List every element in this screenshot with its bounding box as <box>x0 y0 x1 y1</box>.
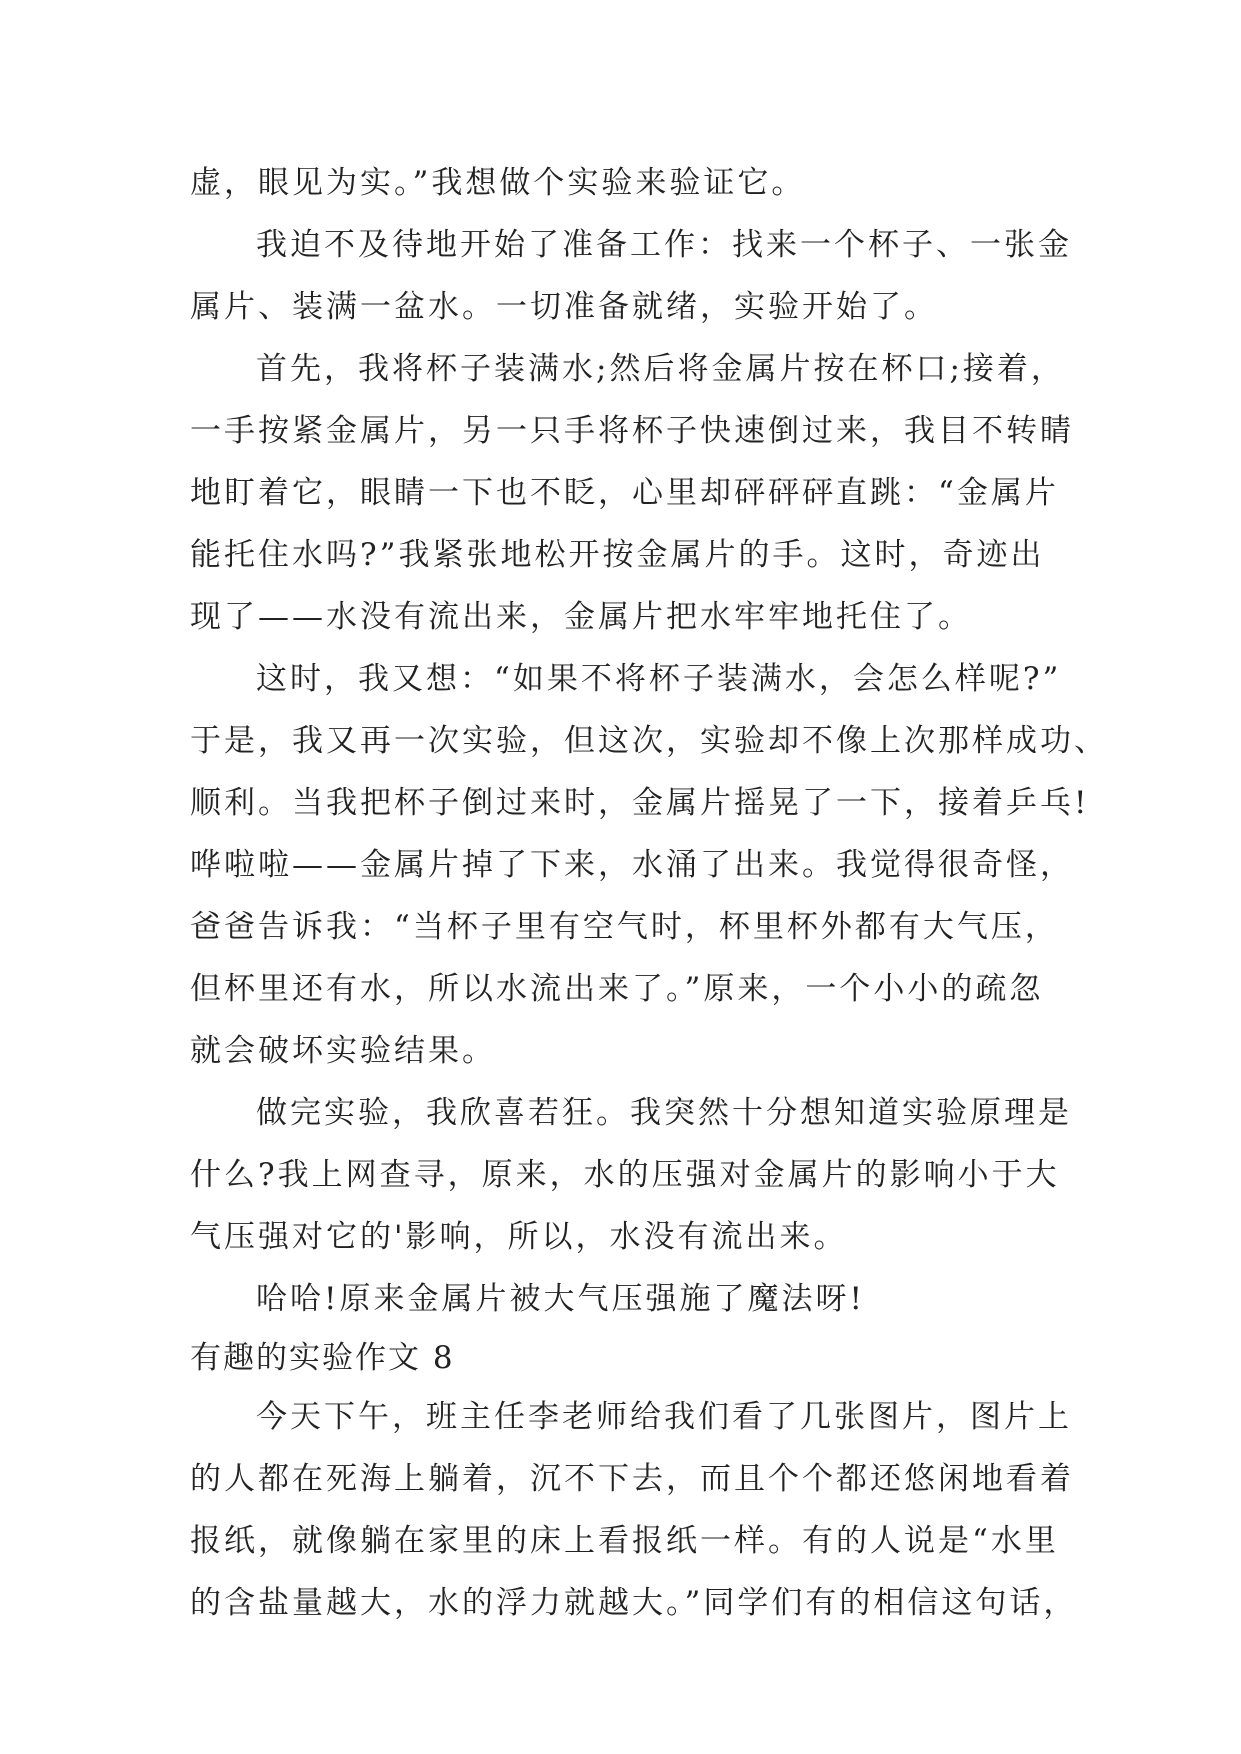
text-line: 能托住水吗?”我紧张地松开按金属片的手。这时，奇迹出 <box>190 537 1045 573</box>
section-heading: 有趣的实验作文 8 <box>190 1340 455 1376</box>
text-line: 于是，我又再一次实验，但这次，实验却不像上次那样成功、 <box>190 723 1108 759</box>
text-line: 今天下午，班主任李老师给我们看了几张图片，图片上 <box>256 1399 1072 1435</box>
text-line: 哗啦啦——金属片掉了下来，水涌了出来。我觉得很奇怪， <box>190 847 1074 883</box>
text-line: 气压强对它的'影响，所以，水没有流出来。 <box>190 1219 848 1255</box>
text-line: 虚，眼见为实。”我想做个实验来验证它。 <box>190 165 806 201</box>
text-line: 报纸，就像躺在家里的床上看报纸一样。有的人说是“水里 <box>190 1523 1059 1559</box>
text-line: 顺利。当我把杯子倒过来时，金属片摇晃了一下，接着乒乓! <box>190 785 1090 821</box>
text-line: 地盯着它，眼睛一下也不眨，心里却砰砰砰直跳：“金属片 <box>190 475 1059 511</box>
text-line: 做完实验，我欣喜若狂。我突然十分想知道实验原理是 <box>256 1095 1072 1131</box>
text-line: 的含盐量越大，水的浮力就越大。”同学们有的相信这句话， <box>190 1585 1078 1621</box>
text-line: 就会破坏实验结果。 <box>190 1033 496 1069</box>
text-line: 我迫不及待地开始了准备工作：找来一个杯子、一张金 <box>256 227 1072 263</box>
document-body <box>190 152 1108 1634</box>
text-line: 哈哈!原来金属片被大气压强施了魔法呀! <box>256 1281 865 1317</box>
text-line: 一手按紧金属片，另一只手将杯子快速倒过来，我目不转睛 <box>190 413 1074 449</box>
text-line: 什么?我上网查寻，原来，水的压强对金属片的影响小于大 <box>190 1157 1060 1193</box>
text-line: 但杯里还有水，所以水流出来了。”原来，一个小小的疏忽 <box>190 971 1044 1007</box>
text-line: 属片、装满一盆水。一切准备就绪，实验开始了。 <box>190 289 938 325</box>
text-line: 的人都在死海上躺着，沉不下去，而且个个都还悠闲地看着 <box>190 1461 1074 1497</box>
text-line: 首先，我将杯子装满水;然后将金属片按在杯口;接着， <box>256 351 1065 387</box>
text-line: 这时，我又想：“如果不将杯子装满水，会怎么样呢?” <box>256 661 1062 697</box>
text-line: 现了——水没有流出来，金属片把水牢牢地托住了。 <box>190 599 972 635</box>
text-line: 爸爸告诉我：“当杯子里有空气时，杯里杯外都有大气压， <box>190 909 1059 945</box>
